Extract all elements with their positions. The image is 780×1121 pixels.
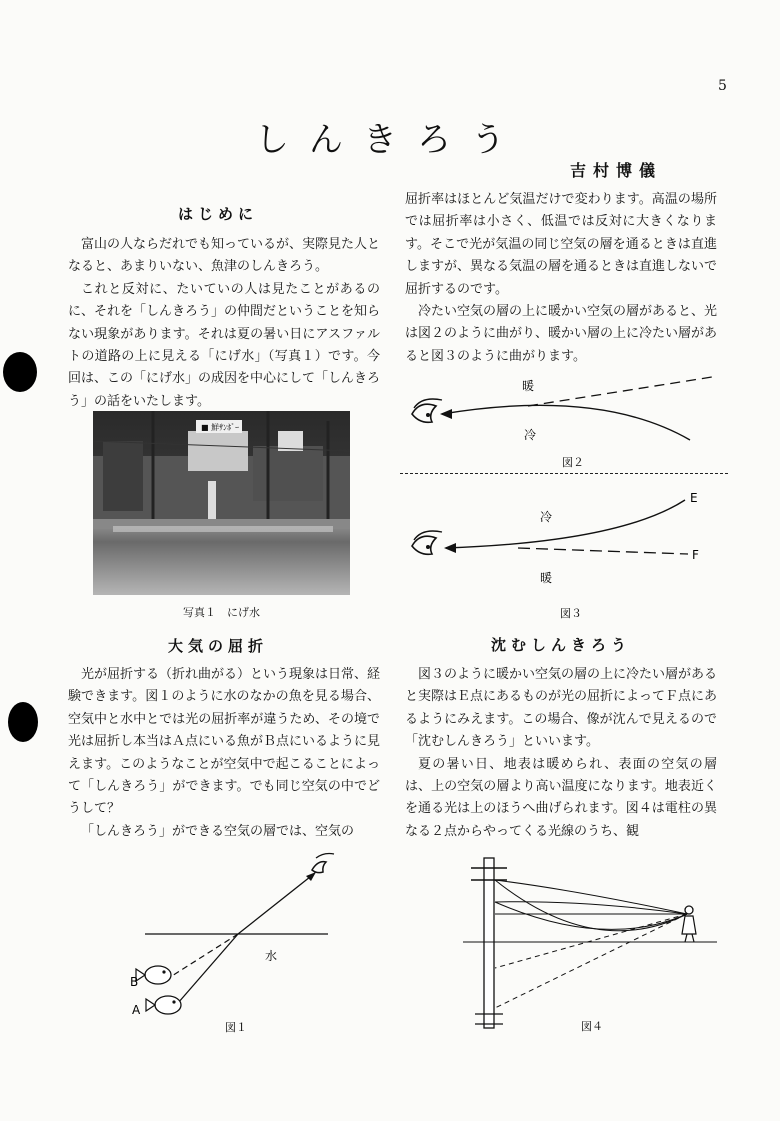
- figure-1: [120, 850, 360, 1040]
- heading-refraction: 大気の屈折: [167, 637, 268, 655]
- fig1-water-label: 水: [265, 949, 278, 963]
- binder-hole-top: [3, 352, 37, 392]
- figure-2: [400, 370, 730, 470]
- fig2-cold-label: 冷: [524, 428, 537, 442]
- page-number: 5: [718, 78, 727, 94]
- sinking-text: [405, 664, 717, 843]
- article-title: しんきろう: [255, 120, 525, 160]
- fig1-caption: 図１: [225, 1021, 247, 1034]
- eye-icon: [412, 399, 442, 422]
- author-name: 吉村博儀: [570, 161, 663, 180]
- refraction-paragraph-1: 光が屈折する（折れ曲がる）という現象は日常、経験できます。図１のように水のなかの魚を見る場合、空気中と水中とでは光の屈折率が違うため、その境で光は屈折し本当はＡ点にいる魚がＢ点にいるように見えます。このようなことが空気中で起こることによって「しんきろう」ができます。でも同じ空気の中でどうして？: [68, 667, 381, 817]
- intro-text: [68, 234, 380, 413]
- heading-sinking-mirage: 沈むしんきろう: [490, 636, 631, 654]
- heading-intro: はじめに: [177, 205, 258, 223]
- binder-hole-bottom: [8, 702, 38, 742]
- intro-paragraph-2: これと反対に、たいていの人は見たことがあるのに、それを「しんきろう」の仲間だということを知らない現象があります。それは夏の暑い日にアスファルトの道路の上に見える「にげ水」（写真１）です。今回は、この「にげ水」の成因を中心にして「しんきろう」の話をいたします。: [68, 281, 381, 409]
- fish-icon: [136, 966, 181, 1014]
- fig3-caption: 図３: [560, 607, 582, 620]
- fig4-caption: 図４: [581, 1020, 603, 1033]
- eye-icon: [412, 531, 442, 554]
- photo-sign-text: ■ 鮮ｻﾝﾎﾞｰ: [201, 423, 240, 432]
- sinking-paragraph-2: 夏の暑い日、地表は暖められ、表面の空気の層は、上の空気の層より高い温度になります。地表近くを通る光は上のほうへ曲げられます。図４は電柱の異なる２点からやってくる光線のうち、観: [405, 756, 717, 839]
- sinking-paragraph-1: 図３のように暖かい空気の層の上に冷たい層があると実際はＥ点にあるものが光の屈折によってＦ点にあるようにみえます。この場合、像が沈んで見えるので「沈むしんきろう」といいます。: [405, 667, 718, 750]
- fig3-point-e: E: [690, 491, 698, 505]
- fig1-point-a: A: [132, 1003, 141, 1017]
- intro-paragraph-1: 富山の人ならだれでも知っているが、実際見た人となると、あまりいない、魚津のしんきろう。: [68, 237, 381, 275]
- photo-nigemizu: [93, 411, 350, 595]
- refraction-text: [68, 664, 380, 843]
- photo-caption: 写真１ にげ水: [183, 606, 260, 619]
- refraction-paragraph-2: 「しんきろう」ができる空気の層では、空気の: [81, 823, 355, 839]
- eye-icon: [312, 854, 334, 873]
- fig2-caption: 図２: [562, 456, 584, 469]
- fig3-warm-label: 暖: [540, 571, 553, 585]
- observer-icon: [682, 906, 696, 942]
- figure-3: [400, 480, 730, 625]
- right-paragraph-2: 冷たい空気の層の上に暖かい空気の層があると、光は図２のように曲がり、暖かい層の上に冷たい層があると図３のように曲がります。: [405, 304, 718, 364]
- figure-4: [455, 850, 725, 1040]
- fig3-point-f: F: [692, 548, 699, 562]
- fig1-point-b: B: [130, 975, 139, 989]
- right-top-text: [405, 189, 717, 368]
- fig2-warm-label: 暖: [522, 379, 535, 393]
- fig3-cold-label: 冷: [540, 510, 553, 524]
- figure-divider: [400, 473, 728, 474]
- right-paragraph-1: 屈折率はほとんど気温だけで変わります。高温の場所では屈折率は小さく、低温では反対に大きくなります。そこで光が気温の同じ空気の層を通るときは直進しますが、異なる気温の層を通るときは直進しないで屈折するのです。: [405, 192, 718, 297]
- utility-pole: [471, 858, 507, 1028]
